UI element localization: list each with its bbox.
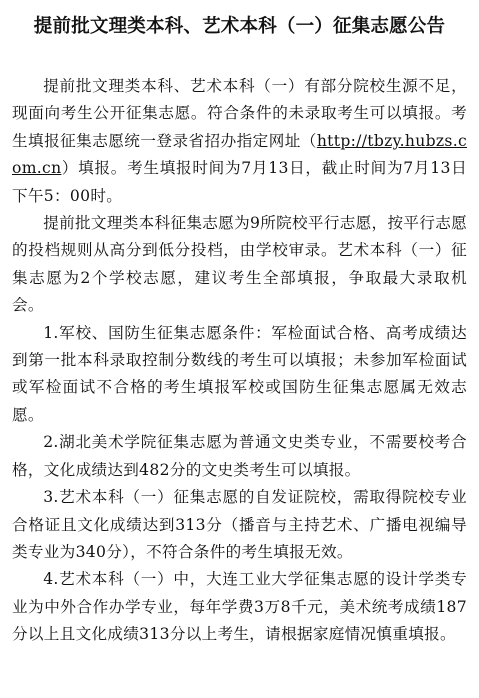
paragraph-item-1: 1.军校、国防生征集志愿条件：军检面试合格、高考成绩达到第一批本科录取控制分数线的考生可以填报；未参加军检面试或军检面试不合格的考生填报军校或国防生征集志愿属无效志愿。 bbox=[12, 323, 467, 424]
paragraph-item-4: 4.艺术本科（一）中，大连工业大学征集志愿的设计学类专业为中外合作办学专业，每年学费3万8千元，美术统考成绩187分以上且文化成绩313分以上考生，请根据家庭情况慎重填报。 bbox=[12, 570, 467, 644]
paragraph-item-2: 2.湖北美术学院征集志愿为普通文史类专业，不需要校考合格，文化成绩达到482分的文史类考生可以填报。 bbox=[12, 433, 467, 479]
paragraph-intro bbox=[12, 73, 467, 210]
paragraph-item-3: 3.艺术本科（一）征集志愿的自发证院校，需取得院校专业合格证且文化成绩达到313分（播音与主持艺术、广播电视编导类专业为340分），不符合条件的考生填报无效。 bbox=[12, 488, 467, 561]
intro-text-before: 提前批文理类本科、艺术本科（一）有部分院校生源不足，现面向考生公开征集志愿。符合条件的未录取考生可以填报。考生填报征集志愿统一登录省招办指定网址（ bbox=[12, 77, 467, 150]
announcement-body bbox=[12, 73, 467, 649]
paragraph-volunteer-rules: 提前批文理类本科征集志愿为9所院校平行志愿，按平行志愿的投档规则从高分到低分投档，由学校审录。艺术本科（一）征集志愿为2个学校志愿，建议考生全部填报，争取最大录取机会。 bbox=[12, 214, 467, 315]
registration-website-link[interactable]: http://tbzy.hubzs.com.cn bbox=[12, 131, 467, 178]
announcement-title: 提前批文理类本科、艺术本科（一）征集志愿公告 bbox=[33, 16, 446, 37]
intro-text-after: ）填报。考生填报时间为7月13日，截止时间为7月13日下午5：00时。 bbox=[12, 159, 467, 205]
